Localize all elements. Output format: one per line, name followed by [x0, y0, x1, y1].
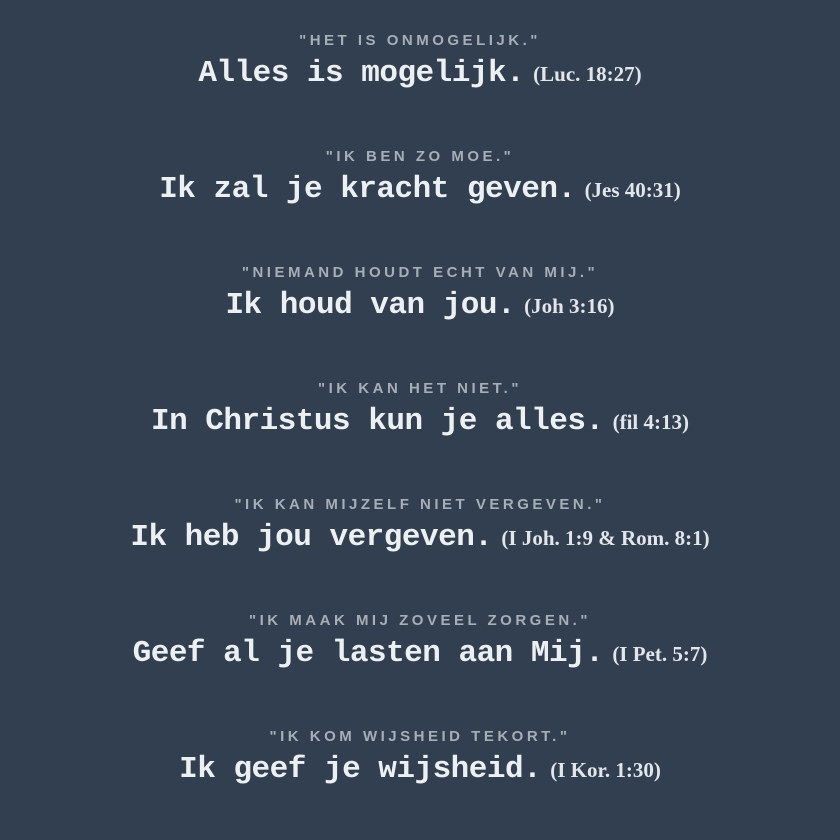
scripture-reference: (Joh 3:16) — [524, 294, 615, 318]
human-statement-text: "IK KOM WIJSHEID TEKORT." — [269, 728, 571, 745]
god-answer-text: In Christus kun je alles. — [151, 404, 604, 439]
human-statement-text: "HET IS ONMOGELIJK." — [299, 32, 541, 49]
god-answer-text: Ik houd van jou. — [225, 288, 516, 323]
human-statement-text: "IK BEN ZO MOE." — [325, 148, 515, 165]
scripture-reference: (Jes 40:31) — [584, 178, 681, 202]
scripture-reference: (fil 4:13) — [612, 410, 689, 434]
answer-line — [198, 58, 641, 89]
answer-line — [225, 290, 614, 321]
quote-block — [198, 33, 641, 89]
answer-line — [151, 406, 689, 437]
quote-block — [225, 265, 614, 321]
answer-line — [159, 174, 681, 205]
human-statement-text: "NIEMAND HOUDT ECHT VAN MIJ." — [241, 264, 599, 281]
quote-block — [159, 149, 681, 205]
answer-line — [133, 638, 708, 669]
god-answer-text: Ik zal je kracht geven. — [159, 172, 576, 207]
god-answer-text: Geef al je lasten aan Mij. — [132, 636, 604, 671]
human-statement-text: "IK KAN MIJZELF NIET VERGEVEN." — [234, 496, 606, 513]
quote-block — [151, 381, 689, 437]
scripture-reference: (I Pet. 5:7) — [612, 642, 708, 666]
scripture-reference: (Luc. 18:27) — [533, 62, 642, 86]
god-answer-text: Ik heb jou vergeven. — [130, 520, 493, 555]
quote-block — [130, 497, 709, 553]
quote-block — [179, 729, 661, 785]
answer-line — [179, 754, 661, 785]
scripture-reference: (I Joh. 1:9 & Rom. 8:1) — [501, 526, 710, 550]
human-statement-text: "IK MAAK MIJ ZOVEEL ZORGEN." — [249, 612, 591, 629]
god-answer-text: Ik geef je wijsheid. — [179, 752, 542, 787]
quote-block — [133, 613, 708, 669]
scripture-reference: (I Kor. 1:30) — [550, 758, 661, 782]
god-answer-text: Alles is mogelijk. — [198, 56, 525, 91]
human-statement-text: "IK KAN HET NIET." — [318, 380, 522, 397]
answer-line — [130, 522, 709, 553]
